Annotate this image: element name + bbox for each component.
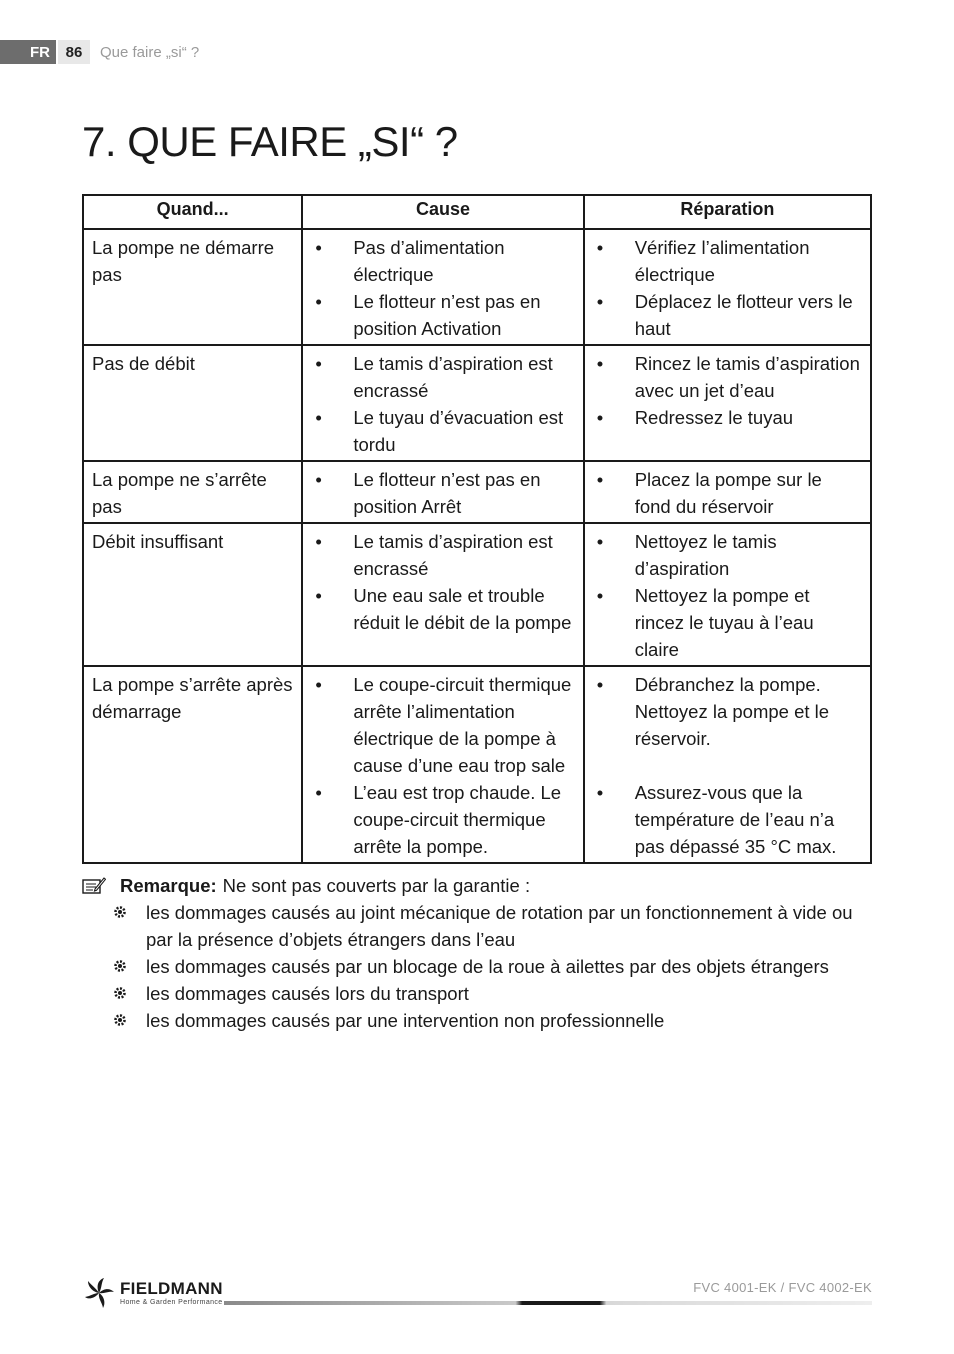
cause-cell	[302, 461, 583, 523]
when-cell: La pompe ne démarre pas	[83, 229, 302, 345]
table-row	[83, 229, 871, 345]
column-header-cause: Cause	[302, 195, 583, 229]
cause-cell	[302, 229, 583, 345]
list-item-text: les dommages causés par un blocage de la roue à ailettes par des objets étrangers	[146, 956, 829, 977]
cause-item: • Le tamis d’aspiration est encrassé	[311, 528, 574, 582]
table-row	[83, 461, 871, 523]
gear-bullet-icon	[112, 958, 128, 974]
cause-item: • Le tamis d’aspiration est encrassé	[311, 350, 574, 404]
repair-item: • Nettoyez le tamis d’aspiration	[593, 528, 862, 582]
list-item	[146, 899, 872, 953]
repair-item: • Rincez le tamis d’aspiration avec un jet d’eau	[593, 350, 862, 404]
cause-item: • Le flotteur n’est pas en position Arrêt	[311, 466, 574, 520]
repair-item: • Placez la pompe sur le fond du réservoir	[593, 466, 862, 520]
when-cell: Pas de débit	[83, 345, 302, 461]
cause-item: • Pas d’alimentation électrique	[311, 234, 574, 288]
cause-cell	[302, 666, 583, 863]
list-item	[146, 953, 872, 980]
fieldmann-logo-icon	[82, 1276, 116, 1310]
table-row	[83, 345, 871, 461]
repair-item: • Redressez le tuyau	[593, 404, 862, 431]
list-item	[146, 1007, 872, 1034]
gear-bullet-icon	[112, 904, 128, 920]
brand-tagline: Home & Garden Performance	[120, 1298, 223, 1306]
when-cell: Débit insuffisant	[83, 523, 302, 666]
cause-cell	[302, 523, 583, 666]
repair-cell	[584, 229, 871, 345]
cause-item: • Une eau sale et trouble réduit le débit de la pompe	[311, 582, 574, 636]
repair-cell	[584, 345, 871, 461]
list-item-text: les dommages causés par une intervention non professionnelle	[146, 1010, 665, 1031]
column-header-when: Quand...	[83, 195, 302, 229]
repair-cell	[584, 461, 871, 523]
footer-divider	[224, 1301, 872, 1305]
column-header-repair: Réparation	[584, 195, 871, 229]
warranty-note	[82, 872, 872, 1034]
repair-item: • Débranchez la pompe. Nettoyez la pompe et le réservoir.	[593, 671, 862, 752]
table-row	[83, 523, 871, 666]
note-text: Ne sont pas couverts par la garantie :	[222, 875, 531, 896]
when-cell: La pompe ne s’arrête pas	[83, 461, 302, 523]
model-numbers: FVC 4001-EK / FVC 4002-EK	[693, 1280, 872, 1295]
table-row	[83, 666, 871, 863]
note-label: Remarque:	[120, 875, 217, 896]
cause-cell	[302, 345, 583, 461]
cause-item: • L’eau est trop chaude. Le coupe-circuit thermique arrête la pompe.	[311, 779, 574, 860]
repair-item: • Déplacez le flotteur vers le haut	[593, 288, 862, 342]
page-header	[0, 40, 199, 64]
repair-cell	[584, 666, 871, 863]
list-item-text: les dommages causés au joint mécanique de rotation par un fonctionnement à vide ou par la présence d’objets étrangers dans l’eau	[146, 902, 853, 950]
cause-item: • Le flotteur n’est pas en position Activation	[311, 288, 574, 342]
section-title: Que faire „si“ ?	[100, 43, 200, 61]
language-badge: FR	[0, 40, 56, 64]
page-title: 7. QUE FAIRE „SI“ ?	[82, 118, 458, 165]
troubleshooting-table	[82, 194, 872, 864]
cause-item: • Le coupe-circuit thermique arrête l’alimentation électrique de la pompe à cause d’une eau trop sale	[311, 671, 574, 779]
cause-item: • Le tuyau d’évacuation est tordu	[311, 404, 574, 458]
gear-bullet-icon	[112, 1012, 128, 1028]
when-cell: La pompe s’arrête après démarrage	[83, 666, 302, 863]
list-item	[146, 980, 872, 1007]
list-item-text: les dommages causés lors du transport	[146, 983, 469, 1004]
repair-item: • Nettoyez la pompe et rincez le tuyau à l’eau claire	[593, 582, 862, 663]
note-icon	[82, 877, 106, 895]
table-header-row	[83, 195, 871, 229]
gear-bullet-icon	[112, 985, 128, 1001]
repair-item: • Vérifiez l’alimentation électrique	[593, 234, 862, 288]
repair-cell	[584, 523, 871, 666]
brand-logo	[82, 1276, 223, 1310]
brand-name: FIELDMANN	[120, 1278, 223, 1298]
repair-item: • Assurez-vous que la température de l’eau n’a pas dépassé 35 °C max.	[593, 779, 862, 860]
page-number: 86	[58, 40, 90, 64]
